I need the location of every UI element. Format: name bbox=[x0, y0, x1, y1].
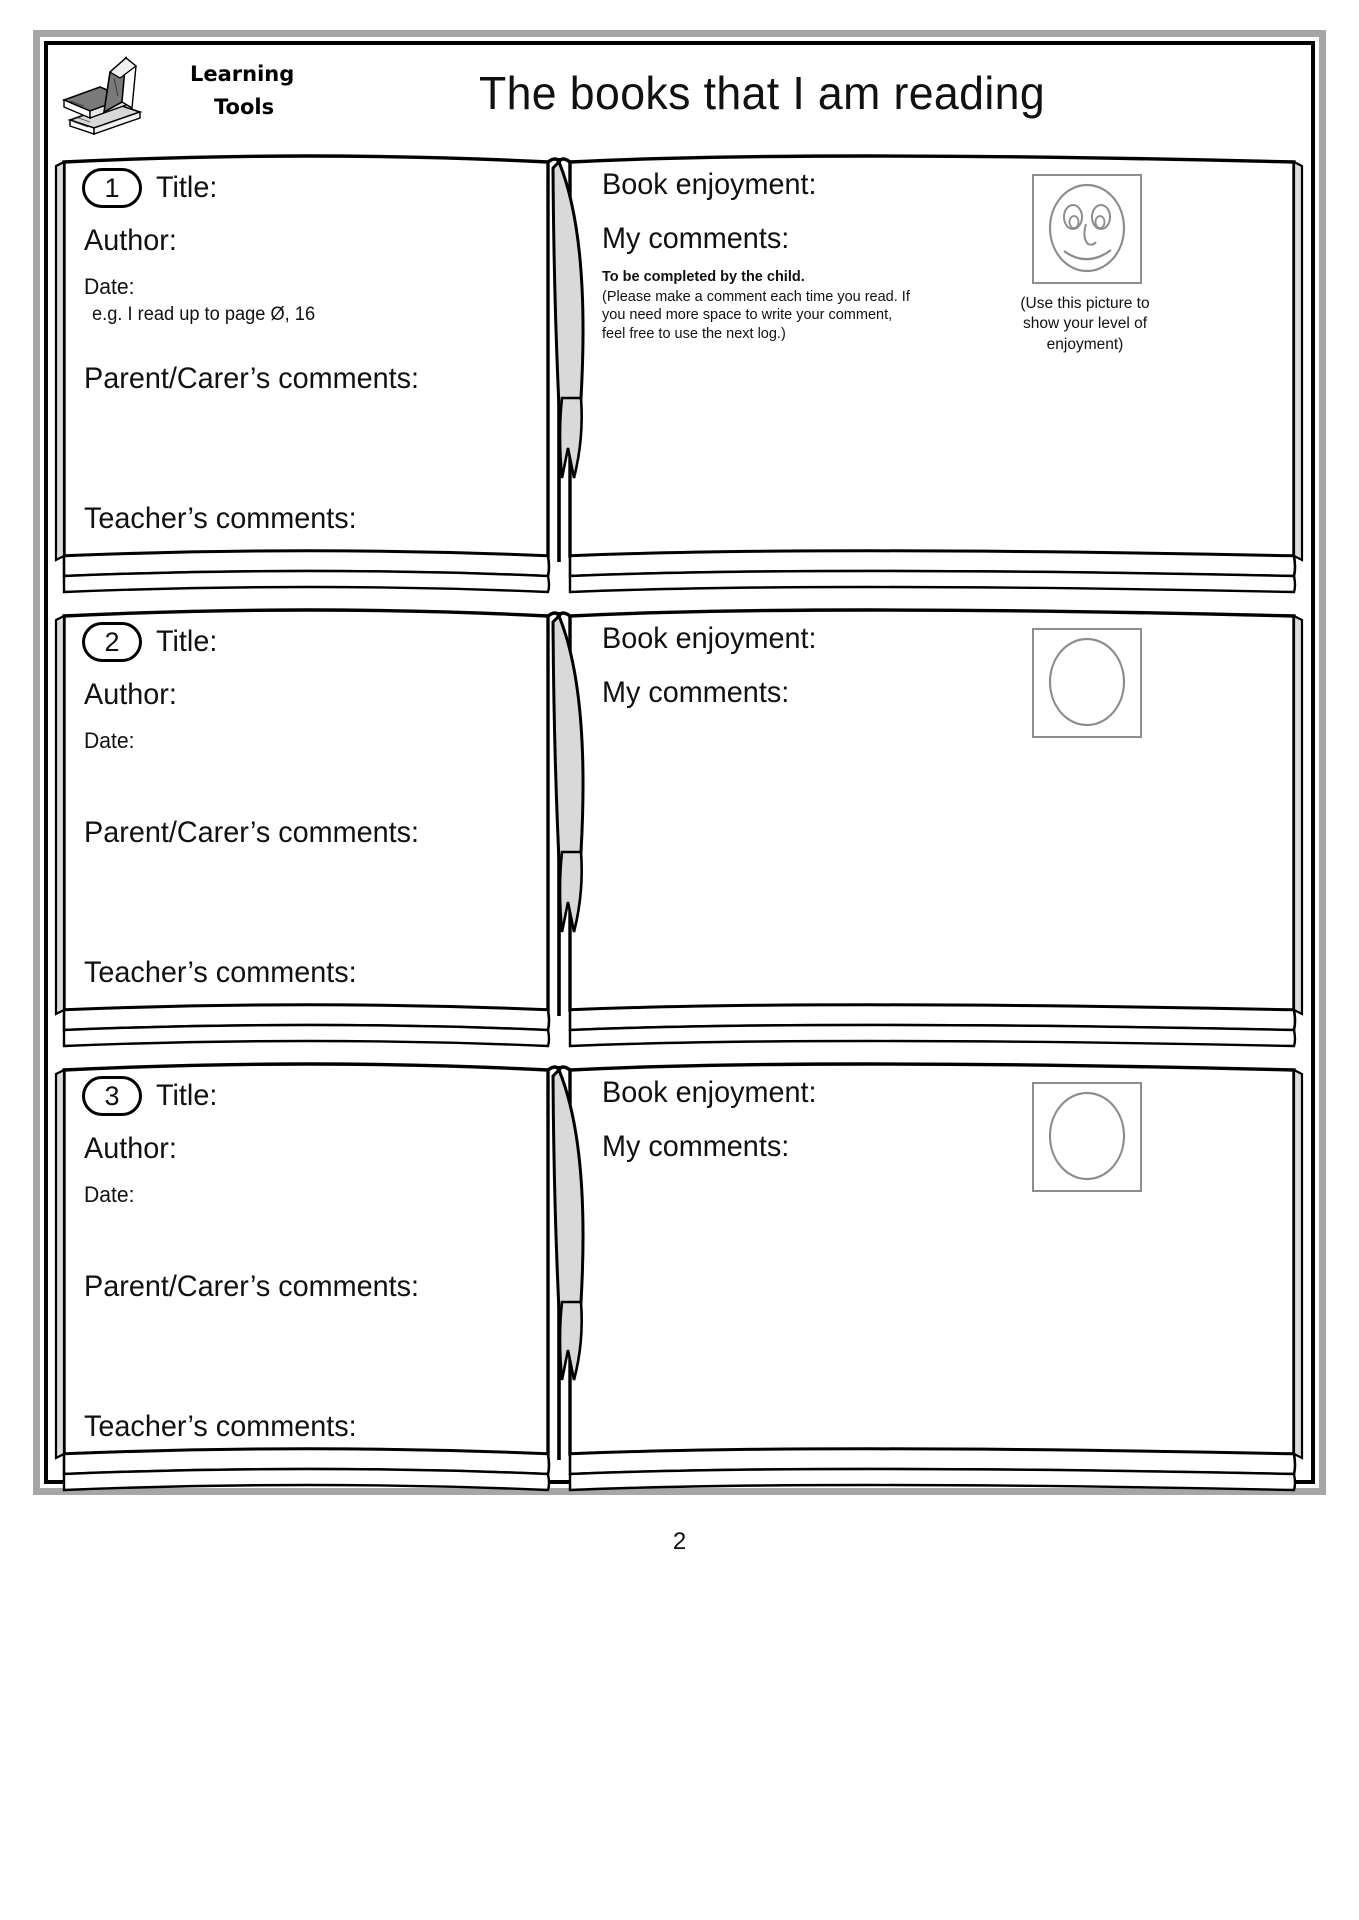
title-row bbox=[82, 168, 220, 208]
book-enjoyment-label: Book enjoyment: bbox=[602, 1076, 817, 1109]
page-header bbox=[52, 48, 1307, 148]
title-row bbox=[82, 1076, 220, 1116]
logo-text bbox=[152, 58, 312, 123]
blank-face-icon bbox=[1034, 1084, 1140, 1190]
author-label: Author: bbox=[84, 678, 177, 711]
teacher-comments-label: Teacher’s comments: bbox=[84, 956, 357, 989]
book-enjoyment-label: Book enjoyment: bbox=[602, 168, 817, 201]
smiley-face-icon bbox=[1034, 176, 1140, 282]
my-comments-label: My comments: bbox=[602, 676, 790, 709]
title-row bbox=[82, 622, 220, 662]
title-label: Title: bbox=[156, 171, 218, 204]
page-number: 2 bbox=[672, 1528, 687, 1555]
instructions-heading: To be completed by the child. bbox=[602, 269, 805, 285]
entry-number-badge: 1 bbox=[82, 168, 142, 208]
entry-number-badge: 3 bbox=[82, 1076, 142, 1116]
parent-carer-comments-label: Parent/Carer’s comments: bbox=[84, 362, 420, 395]
face-caption: (Use this picture to show your level of enjoyment) bbox=[1020, 295, 1150, 353]
book-entry-3 bbox=[50, 1056, 1308, 1496]
book-entry-1 bbox=[50, 148, 1308, 600]
date-label: Date: bbox=[84, 1182, 135, 1207]
parent-carer-comments-label: Parent/Carer’s comments: bbox=[84, 1270, 420, 1303]
instructions-paragraph: (Please make a comment each time you read. If you need more space to write your comment, feel free to use the next log.) bbox=[602, 288, 910, 342]
child-instructions bbox=[602, 268, 912, 343]
book-enjoyment-label: Book enjoyment: bbox=[602, 622, 817, 655]
stacked-books-icon bbox=[60, 54, 152, 142]
enjoyment-face-box[interactable] bbox=[1032, 1082, 1142, 1192]
author-label: Author: bbox=[84, 224, 177, 257]
my-comments-label: My comments: bbox=[602, 222, 790, 255]
entry-number-badge: 2 bbox=[82, 622, 142, 662]
blank-face-icon bbox=[1034, 630, 1140, 736]
author-label: Author: bbox=[84, 1132, 177, 1165]
page-title: The books that I am reading bbox=[478, 67, 1046, 119]
parent-carer-comments-label: Parent/Carer’s comments: bbox=[84, 816, 420, 849]
enjoyment-face-box[interactable] bbox=[1032, 174, 1142, 284]
logo-line-2: Tools bbox=[214, 94, 275, 119]
logo-line-1: Learning bbox=[190, 62, 295, 86]
title-label: Title: bbox=[156, 1079, 218, 1112]
my-comments-label: My comments: bbox=[602, 1130, 790, 1163]
teacher-comments-label: Teacher’s comments: bbox=[84, 1410, 357, 1443]
date-example-hint: e.g. I read up to page Ø, 16 bbox=[92, 304, 316, 325]
date-label: Date: bbox=[84, 274, 135, 299]
date-label: Date: bbox=[84, 728, 135, 753]
book-entry-2 bbox=[50, 602, 1308, 1054]
enjoyment-face-box[interactable] bbox=[1032, 628, 1142, 738]
title-label: Title: bbox=[156, 625, 218, 658]
teacher-comments-label: Teacher’s comments: bbox=[84, 502, 357, 535]
